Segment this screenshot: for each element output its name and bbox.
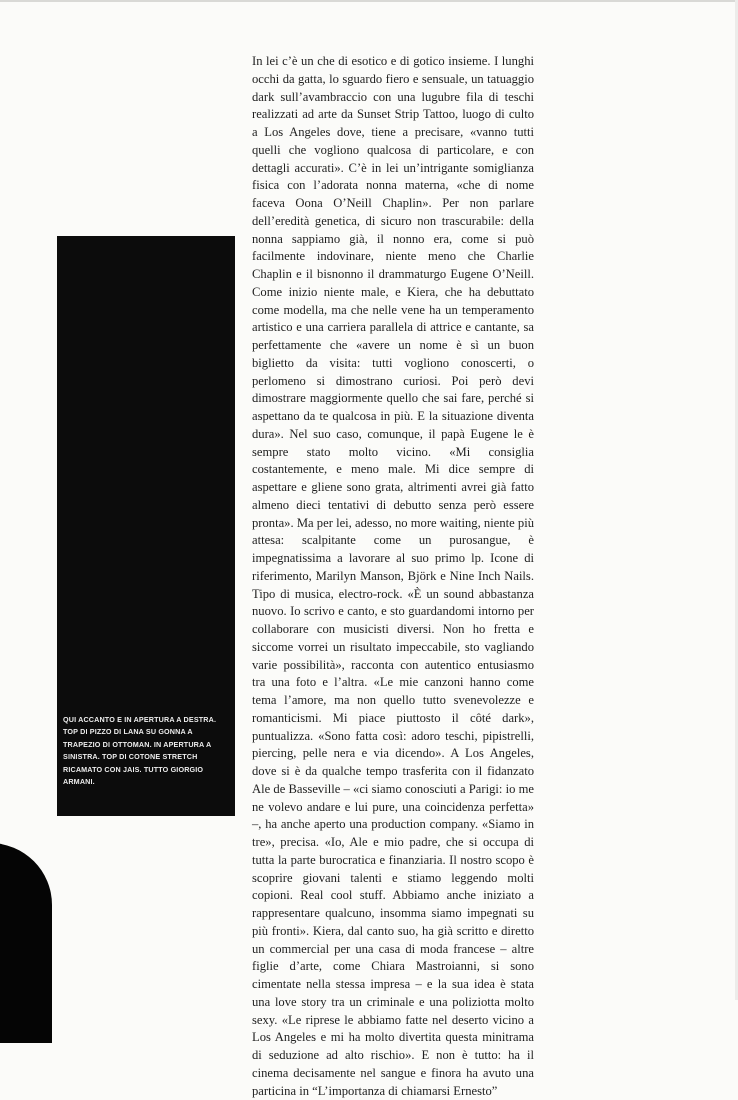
page-top-edge xyxy=(0,0,738,2)
photo-panel xyxy=(57,236,235,816)
corner-photo-fragment xyxy=(0,843,52,1043)
article-body: In lei c’è un che di esotico e di gotico insieme. I lunghi occhi da gatta, lo sguardo fiero e sensuale, un tatuaggio dark sull’avambraccio con una lugubre fila di teschi realizzati ad arte da Sunset Strip Tattoo, luogo di culto a Los Angeles dove, tiene a precisare, «vanno tutti quelli che vogliono qualcosa di particolare, e con dettagli accurati». C’è in lei un’intrigante somiglianza fisica con l’adorata nonna materna, «che di nome faceva Oona O’Neill Chaplin». Per non parlare dell’eredità genetica, di sicuro non trascurabile: della nonna sappiamo già, il nonno era, come si può facilmente indovinare, niente meno che Charlie Chaplin e il bisnonno il drammaturgo Eugene O’Neill. Come inizio niente male, e Kiera, che ha debuttato come modella, ma che nelle vene ha un temperamento artistico e una carriera parallela di attrice e cantante, sa perfettamente che «avere un nome è sì un buon biglietto da visita: tutti vogliono conoscerti, o perlomeno si dimostrano curiosi. Poi però devi dimostrare maggiormente quello che sai fare, perché si aspettano da te qualcosa in più. E la situazione diventa dura». Nel suo caso, comunque, il papà Eugene le è sempre stato molto vicino. «Mi consiglia costantemente, e meno male. Mi dice sempre di aspettare e gliene sono grata, altrimenti avrei già fatto almeno dieci tentativi di debutto senza però essere pronta». Ma per lei, adesso, no more waiting, niente più attesa: scalpitante come un purosangue, è impegnatissima a lavorare al suo primo lp. Icone di riferimento, Marilyn Manson, Björk e Nine Inch Nails. Tipo di musica, electro-rock. «È un sound abbastanza nuovo. Io scrivo e canto, e sto guardandomi intorno per collaborare con musicisti diversi. Non ho fretta e siccome vorrei un risultato impeccabile, sto vagliando varie possibilità», racconta con autentico entusiasmo tra una foto e l’altra. «Le mie canzoni hanno come tema l’amore, ma non quello tutto svenevolezze e romanticismi. Mi piace piuttosto il côté dark», puntualizza. «Sono fatta così: adoro teschi, pipistrelli, piercing, pelle nera e via dicendo». A Los Angeles, dove si è da qualche tempo trasferita con il fidanzato Ale de Basseville – «ci siamo conosciuti a Parigi: io me ne volevo andare e lui pure, una coincidenza perfetta» –, ha anche aperto una production company. «Siamo in tre», precisa. «Io, Ale e mio padre, che si occupa di tutta la parte burocratica e finanziaria. Il nostro scopo è scoprire giovani talenti e stiamo leggendo molti copioni. Real cool stuff. Abbiamo anche iniziato a rappresentare qualcuno, insomma siamo impegnati su più fronti». Kiera, dal canto suo, ha già scritto e diretto un commercial per una casa di moda francese – altre figlie d’arte, come Chiara Mastroianni, si sono cimentate nella stessa impresa – e la sua idea è stata una love story tra un criminale e una poliziotta molto sexy. «Le riprese le abbiamo fatte nel deserto vicino a Los Angeles e mi ha molto divertita questa minitrama di seduzione ad alto rischio». E non è tutto: ha il cinema decisamente nel sangue e finora ha avuto una particina in “L’importanza di chiamarsi Ernesto” xyxy=(252,54,534,1098)
photo-caption: QUI ACCANTO E IN APERTURA A DESTRA. TOP DI PIZZO DI LANA SU GONNA A TRAPEZIO DI OTTOMAN. IN APERTURA A SINISTRA. TOP DI COTONE STRETCH RICAMATO CON JAIS. TUTTO GIORGIO ARMANI. xyxy=(63,715,217,787)
